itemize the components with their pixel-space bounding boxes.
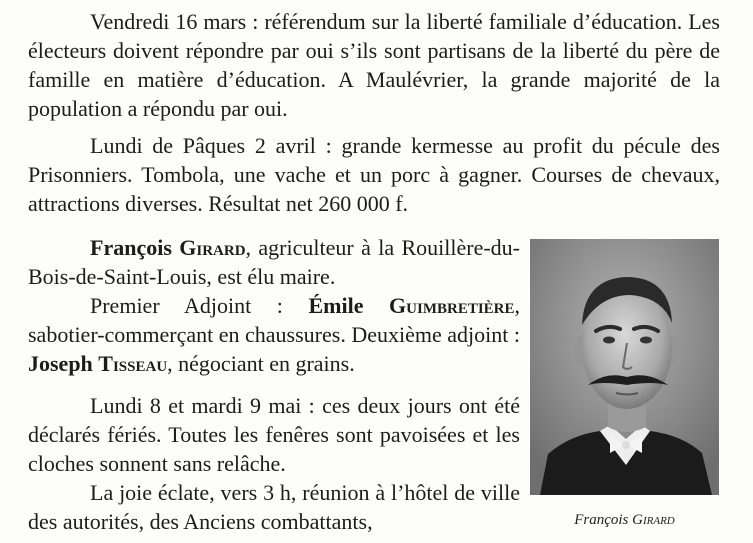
paragraph-referendum [28,7,720,123]
portrait-photo [530,239,719,495]
caption-last-name: Girard [632,512,675,528]
adjoint-intro: Premier Adjoint : [90,293,309,318]
paragraph-feries: Lundi 8 et mardi 9 mai : ces deux jours ont été déclarés fériés. Toutes les fenêres sont pavoisées et les cloches sonnent sans relâche. [28,393,520,476]
paragraph-referendum-text: Vendredi 16 mars : référendum sur la liberté familiale d’éducation. Les électeurs doivent répondre par oui s’ils sont partisans de la liberté du père de famille en matière d’éducation. A Maulévrier, la grande majorité de la population a répondu par oui. [28,9,720,121]
paragraph-adjoints [28,291,520,378]
adjoint2-last-name: Tisseau [98,351,168,376]
paragraph-maire [28,233,520,291]
maire-first-name: François [90,235,172,260]
paragraph-kermesse [28,131,720,218]
caption-first-name: François [574,512,629,528]
photo-caption [530,512,719,529]
maire-last-name: Girard [179,235,246,260]
adjoint2-first-name: Joseph [28,351,93,376]
paragraph-kermesse-text: Lundi de Pâques 2 avril : grande kermesse au profit du pécule des Prisonniers. Tombola, une vache et un porc à gagner. Courses de chevaux, attractions diverses. Résultat net 260 000 f. [28,133,720,216]
adjoint1-last-name: Guimbretière [389,293,515,318]
text-column [28,233,520,536]
paragraph-joie: La joie éclate, vers 3 h, réunion à l’hôtel de ville des autorités, des Anciens combattants, [28,480,520,534]
adjoint-end: , négociant en grains. [167,351,355,376]
adjoint-middle: , sabotier-commerçant en chaussures. Deuxième adjoint : [28,293,521,347]
portrait-illustration [530,239,719,495]
adjoint1-first-name: Émile [308,293,364,318]
maire-description: , agriculteur à la Rouillère-du-Bois-de-Saint-Louis, est élu maire. [28,235,520,289]
